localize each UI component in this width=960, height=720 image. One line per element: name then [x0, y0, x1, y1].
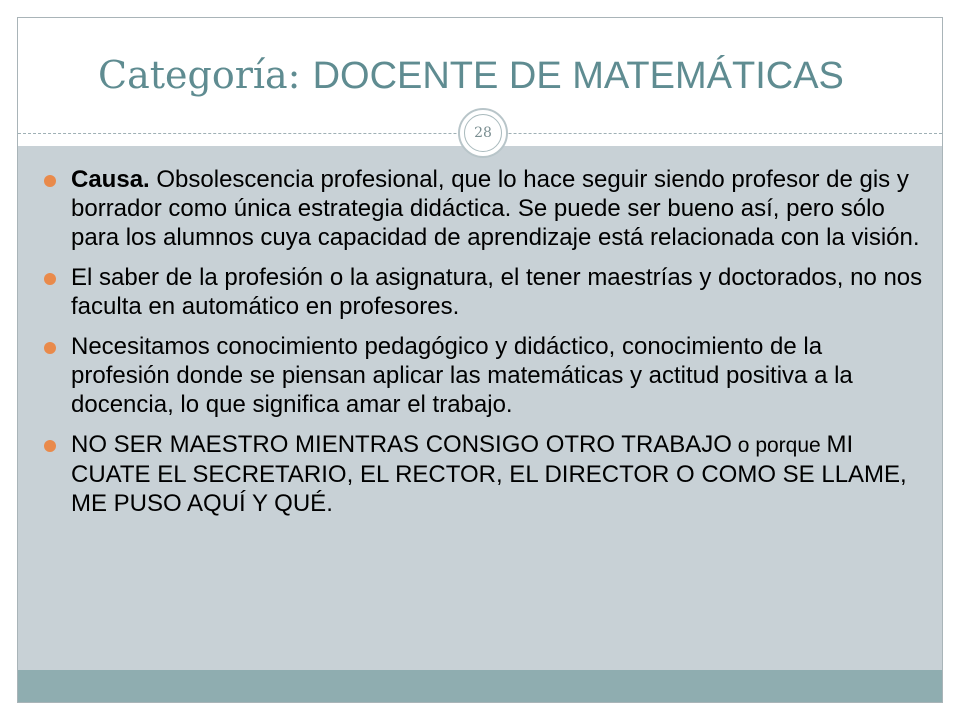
bullet-dot-icon: [44, 440, 56, 452]
bullet-text-small: o porque: [731, 434, 827, 457]
bullet-dot-icon: [44, 342, 56, 354]
bullet-text-end: MI CUATE EL SECRETARIO, EL RECTOR, EL DIRECTOR O COMO SE LLAME, ME PUSO AQUÍ Y QUÉ.: [71, 431, 907, 517]
bullet-text: El saber de la profesión o la asignatura, el tener maestrías y doctorados, no nos faculta en automático en profesores.: [71, 264, 923, 320]
bullet-dot-icon: [44, 175, 56, 187]
bullet-item: [44, 430, 924, 518]
bullet-text: Obsolescencia profesional, que lo hace seguir siendo profesor de gis y borrador como única estrategia didáctica. Se puede ser bueno así, pero sólo para los alumnos cuya capacidad de aprendizaje está relacionada con la visión.: [71, 166, 920, 251]
bullet-item: [44, 332, 924, 419]
bullet-item: [44, 165, 924, 252]
title-prefix: Categoría:: [98, 53, 313, 97]
bullet-list: [44, 165, 924, 529]
bullet-text-start: NO SER MAESTRO MIENTRAS CONSIGO OTRO TRABAJO: [71, 431, 732, 458]
bullet-text: Necesitamos conocimiento pedagógico y didáctico, conocimiento de la profesión donde se piensan aplicar las matemáticas y actitud positiva a la docencia, lo que significa amar el trabajo.: [71, 333, 853, 418]
page-number: 28: [464, 114, 502, 152]
bullet-lead: Causa.: [71, 166, 150, 193]
bullet-item: [44, 263, 924, 321]
slide-title: [98, 50, 918, 101]
title-main: DOCENTE DE MATEMÁTICAS: [312, 55, 844, 97]
footer-band: [18, 670, 942, 702]
page-number-badge: [458, 108, 508, 158]
bullet-dot-icon: [44, 273, 56, 285]
